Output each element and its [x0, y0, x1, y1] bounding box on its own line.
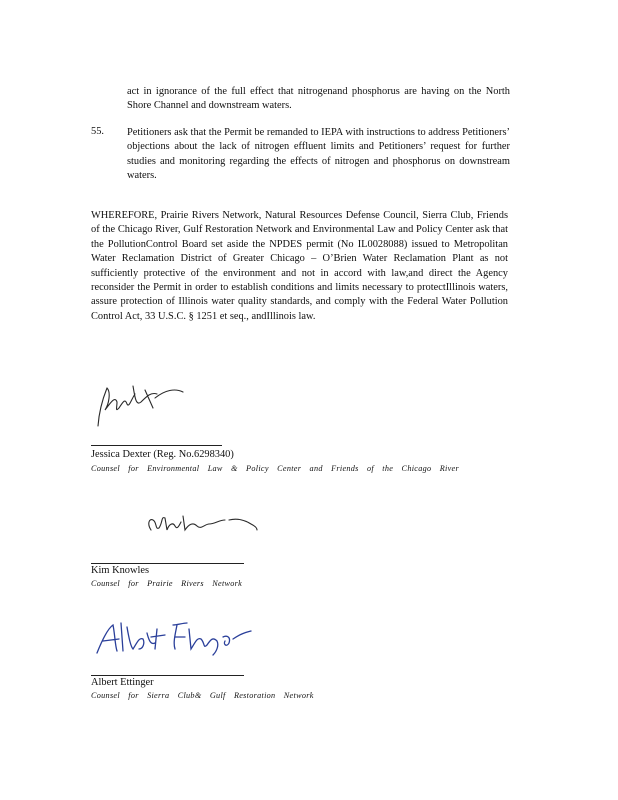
signature-knowles — [145, 508, 260, 536]
item-number: 55. — [91, 126, 104, 137]
signature-dexter — [95, 378, 190, 430]
signer-role: Counsel for Prairie Rivers Network — [91, 579, 243, 588]
wherefore-paragraph: WHEREFORE, Prairie Rivers Network, Natural Resources Defense Council, Sierra Club, Friends of the Chicago River, Gulf Restoration Network and Environmental Law and Policy Center ask that the PollutionControl Board set aside the NPDES permit (No IL0028088) issued to Metropolitan Water Reclamation District of Greater Chicago – O’Brien Water Reclamation Plant as not sufficiently protective of the environment and not in accord with law,and direct the Agency reconsider the Permit in order to establish conditions and limits necessary to protectIllinois waters, assure protection of Illinois water quality standards, and comply with the Federal Water Pollution Control Act, 33 U.S.C. § 1251 et seq., andIllinois law. — [91, 210, 508, 322]
signer-name: Jessica Dexter (Reg. No.6298340) — [91, 449, 234, 460]
signer-name: Kim Knowles — [91, 565, 150, 576]
signature-ettinger — [93, 615, 258, 660]
signature-line — [91, 675, 244, 676]
signature-line — [91, 563, 244, 564]
signer-role: Counsel for Sierra Club& Gulf Restoration Network — [91, 691, 314, 700]
item-paragraph: Petitioners ask that the Permit be remanded to IEPA with instructions to address Petitioners’ objections about the lack of nitrogen effluent limits and Petitioners’ request for further studies and monitoring regarding the effects of nitrogen and phosphorus on downstream waters. — [127, 127, 510, 182]
continuation-paragraph: act in ignorance of the full effect that nitrogenand phosphorus are having on the North Shore Channel and downstream waters. — [127, 86, 510, 112]
signer-name: Albert Ettinger — [91, 677, 154, 688]
signature-line — [91, 445, 222, 446]
signer-role: Counsel for Environmental Law & Policy Center and Friends of the Chicago River — [91, 464, 459, 473]
